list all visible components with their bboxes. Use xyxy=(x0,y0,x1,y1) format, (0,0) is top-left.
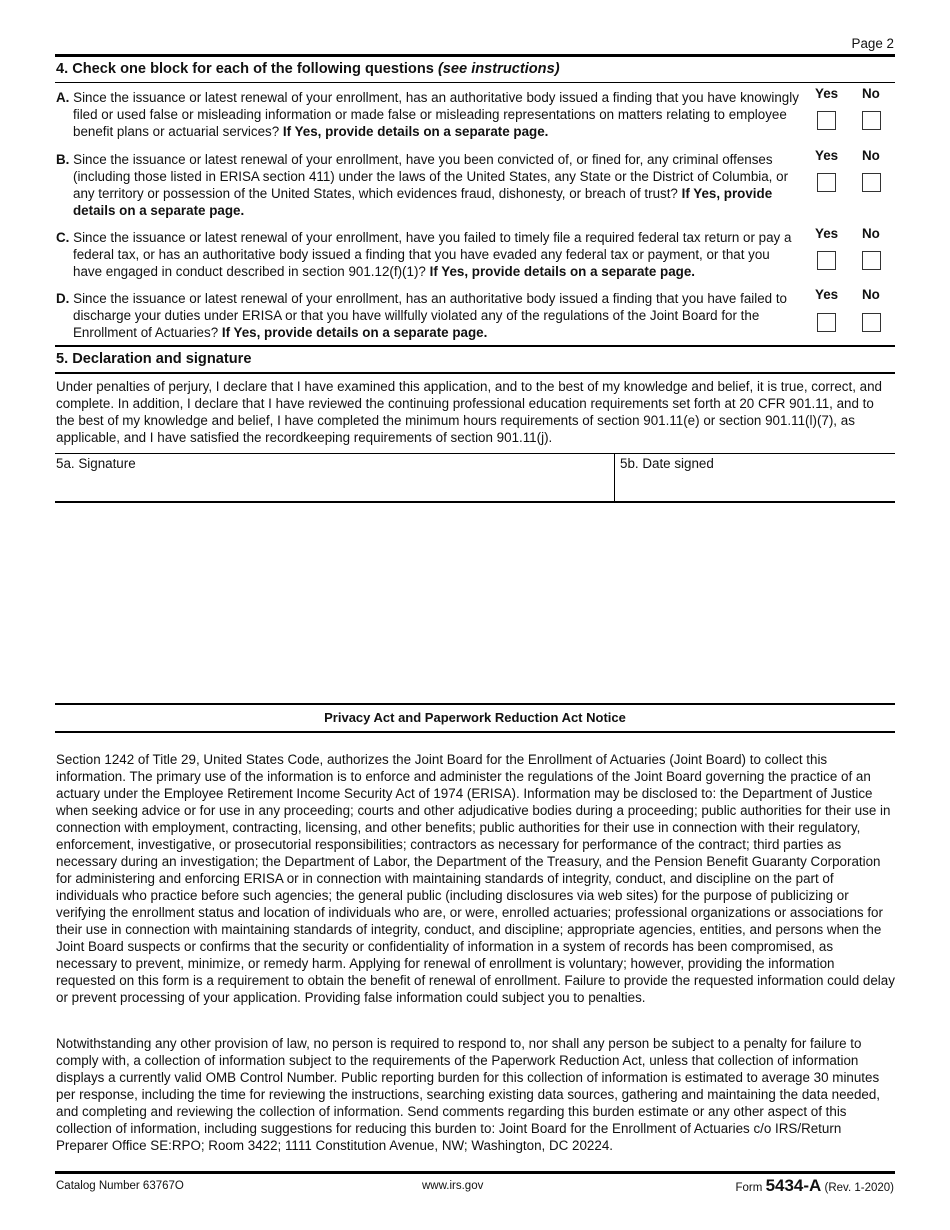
question-d-yes-label: Yes xyxy=(815,287,839,302)
signature-bottom-rule xyxy=(55,501,895,503)
paperwork-paragraph-2: Notwithstanding any other provision of law, no person is required to respond to, nor shall any person be subject to a penalty for failure to comply with, a collection of information subject to the requirements of the Paperwork Reduction Act, unless that collection of information displays a currently valid OMB Control Number. Public reporting burden for this collection of information is estimated to average 30 minutes per response, including the time for reviewing the instructions, searching existing data sources, gathering and maintaining the data needed, and completing and reviewing the collection of information. Send comments regarding this burden estimate or any other aspect of this collection of information, including suggestions for reducing this burden to: Joint Board for the Enrollment of Actuaries c/o IRS/Return Preparer Office SE:RPO; Room 3422; 1111 Constitution Avenue, NW; Washington, DC 20224. xyxy=(56,1036,881,1153)
section4-top-rule xyxy=(55,54,895,57)
question-a-no-label: No xyxy=(862,86,880,101)
privacy-title-rule xyxy=(55,731,895,733)
form-identifier: Form 5434-A (Rev. 1-2020) xyxy=(735,1176,894,1195)
page-number: Page 2 xyxy=(851,36,894,51)
section5-title: 5. Declaration and signature xyxy=(56,351,252,367)
signature-field[interactable] xyxy=(55,454,615,501)
form-revision: (Rev. 1-2020) xyxy=(824,1182,894,1194)
declaration-text: Under penalties of perjury, I declare that I have examined this application, and to the best of my knowledge and belief, it is true, correct, and complete. In addition, I declare that I have reviewed the continuing professional education requirements set forth at 20 CFR 901.11, and to the best of my knowledge and belief, I have completed the minimum hours requirements of section 901.11(e) or section 901.11(l)(7), as applicable, and I have satisfied the recordkeeping requirements of section 901.11(j). xyxy=(56,379,882,445)
privacy-paragraph-1: Section 1242 of Title 29, United States Code, authorizes the Joint Board for the Enrollment of Actuaries (Joint Board) to collect this information. The primary use of the information is to enforce and administer the regulations of the Joint Board governing the practice of an actuary under the Employee Retirement Income Security Act of 1974 (ERISA). Information may be disclosed to: the Department of Justice when seeking advice or for use in any proceeding; courts and other adjudicative bodies during a proceeding; public authorities for their use in connection with employment, contracting, licensing, and other benefits; public authorities for their use in connection with their regulatory, enforcement, investigative, or prosecutorial responsibilities; contractors as necessary for performance of the contract; third parties as necessary during an investigation; the Department of Labor, the Department of the Treasury, and the Pension Benefit Guaranty Corporation for administering and enforcing ERISA or in connection with maintaining standards of integrity, conduct, and discipline on the part of individuals who practice before such agencies; the general public (including disclosures via web sites) for the purpose of publicizing or verifying the enrollment status and location of individuals who are, or were, enrolled actuaries; professional organizations or associations for their use in connection with maintaining standards of integrity, conduct, and discipline; appropriate agencies, entities, and persons when the Joint Board suspects or confirms that the security or confidentiality of information in a system of records has been compromised, as necessary to prevent, minimize, or remedy harm. Applying for renewal of enrollment is voluntary; however, providing the information requested on this form is a requirement to obtain the benefit of renewal of enrollment. Failure to provide the requested information could delay or prevent processing of your application. Providing false information could subject you to penalties. xyxy=(56,752,895,1005)
question-c: C. Since the issuance or latest renewal of your enrollment, have you failed to timely file a required federal tax return or pay a federal tax, or has an authoritative body issued a finding that you have evaded any federal tax or payment, or that you have engaged in conduct described in section 901.12(f)(1)? If Yes, provide details on a separate page. xyxy=(56,230,792,279)
question-b-no-checkbox[interactable] xyxy=(862,173,881,192)
irs-website-link[interactable]: www.irs.gov xyxy=(422,1180,484,1192)
footer-rule xyxy=(55,1171,895,1174)
question-b-yes-label: Yes xyxy=(815,148,839,163)
question-b: B. Since the issuance or latest renewal of your enrollment, have you been convicted of, or fined for, any criminal offenses (including those listed in ERISA section 411) under the laws of the United States, any State or the District of Columbia, or any territory or possession of the United States, which evidences fraud, dishonesty, or breach of trust? If Yes, provide details on a separate page. xyxy=(56,152,789,218)
section5-top-rule xyxy=(55,345,895,347)
question-b-yes-checkbox[interactable] xyxy=(817,173,836,192)
catalog-number: Catalog Number 63767O xyxy=(56,1180,184,1192)
question-c-yes-checkbox[interactable] xyxy=(817,251,836,270)
question-d-no-checkbox[interactable] xyxy=(862,313,881,332)
question-d: D. Since the issuance or latest renewal of your enrollment, has an authoritative body issued a finding that you have failed to discharge your duties under ERISA or that you have willfully violated any of the regulations of the Joint Board for the Enrollment of Actuaries? If Yes, provide details on a separate page. xyxy=(56,291,787,340)
privacy-top-rule xyxy=(55,703,895,705)
signature-label: 5a. Signature xyxy=(56,456,136,471)
section4-title-rule xyxy=(55,82,895,83)
question-b-no-label: No xyxy=(862,148,880,163)
privacy-title: Privacy Act and Paperwork Reduction Act Notice xyxy=(324,710,626,725)
question-c-yes-label: Yes xyxy=(815,226,839,241)
question-c-no-label: No xyxy=(862,226,880,241)
question-a-no-checkbox[interactable] xyxy=(862,111,881,130)
date-signed-field[interactable] xyxy=(615,454,895,501)
section4-title-note: (see instructions) xyxy=(437,61,560,77)
section5-title-rule xyxy=(55,372,895,374)
question-a: A. Since the issuance or latest renewal of your enrollment, has an authoritative body issued a finding that you have knowingly filed or used false or misleading information or made false or misleading representations on matters relating to employee benefit plans or actuarial services? If Yes, provide details on a separate page. xyxy=(56,90,799,139)
section4-title: 4. Check one block for each of the following questions (see instructions) xyxy=(56,61,560,77)
question-c-no-checkbox[interactable] xyxy=(862,251,881,270)
question-a-yes-checkbox[interactable] xyxy=(817,111,836,130)
date-signed-label: 5b. Date signed xyxy=(620,456,714,471)
form-number: 5434-A xyxy=(765,1176,822,1195)
question-a-yes-label: Yes xyxy=(815,86,839,101)
question-d-no-label: No xyxy=(862,287,880,302)
question-d-yes-checkbox[interactable] xyxy=(817,313,836,332)
